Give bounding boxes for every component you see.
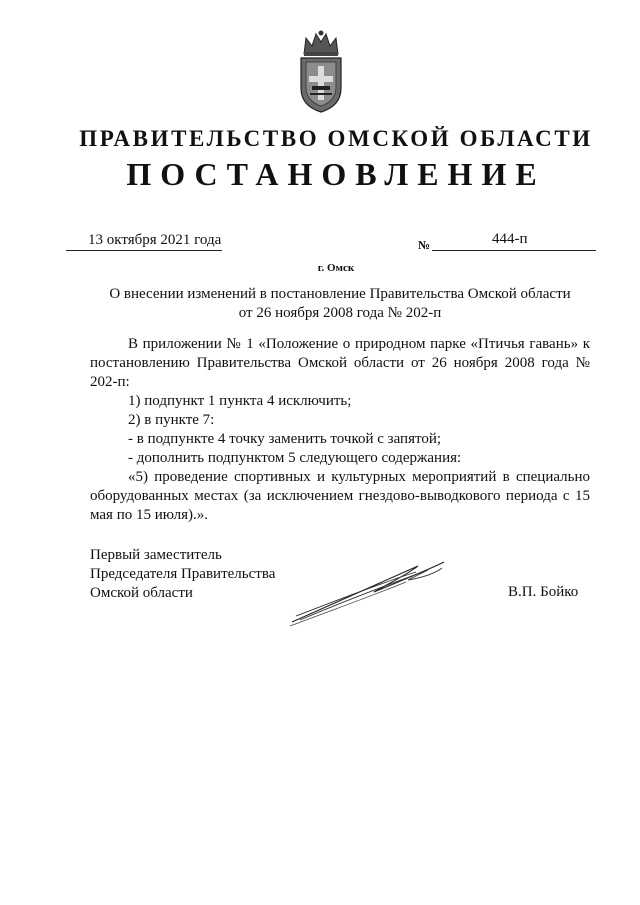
omsk-coat-of-arms-icon	[298, 28, 344, 114]
body-item: - дополнить подпунктом 5 следующего содержания:	[128, 450, 462, 466]
number-underline	[432, 250, 596, 251]
signer-position-line: Председателя Правительства	[90, 566, 276, 582]
document-number: 444-п	[492, 231, 528, 247]
document-type-title: ПОСТАНОВЛЕНИЕ	[126, 156, 546, 192]
body-item: 2) в пункте 7:	[128, 412, 215, 428]
signer-name: В.П. Бойко	[508, 584, 579, 600]
handwritten-signature	[288, 556, 448, 628]
number-sign: №	[418, 238, 431, 252]
document-date: 13 октября 2021 года	[88, 232, 222, 248]
document-body	[90, 335, 590, 525]
subject-line: О внесении изменений в постановление Правительства Омской области	[109, 286, 571, 302]
body-intro-paragraph: В приложении № 1 «Положение о природном парке «Птичья гавань» к постановлению Правительства Омской области от 26 ноября 2008 года № 202-п:	[90, 336, 590, 390]
body-item: - в подпункте 4 точку заменить точкой с запятой;	[128, 431, 442, 447]
government-title: ПРАВИТЕЛЬСТВО ОМСКОЙ ОБЛАСТИ	[79, 126, 593, 151]
city-label: г. Омск	[317, 262, 355, 274]
signer-position-line: Первый заместитель	[90, 547, 222, 563]
body-item: 1) подпункт 1 пункта 4 исключить;	[128, 393, 352, 409]
body-quote-paragraph: «5) проведение спортивных и культурных мероприятий в специально оборудованных местах (за исключением гнездово-выводкового периода с 15 мая по 15 июля).».	[90, 469, 590, 523]
subject-line: от 26 ноября 2008 года № 202-п	[238, 305, 442, 321]
signer-position-line: Омской области	[90, 585, 193, 601]
date-underline	[66, 250, 222, 251]
signer-position	[90, 546, 275, 603]
document-subject	[90, 285, 590, 323]
